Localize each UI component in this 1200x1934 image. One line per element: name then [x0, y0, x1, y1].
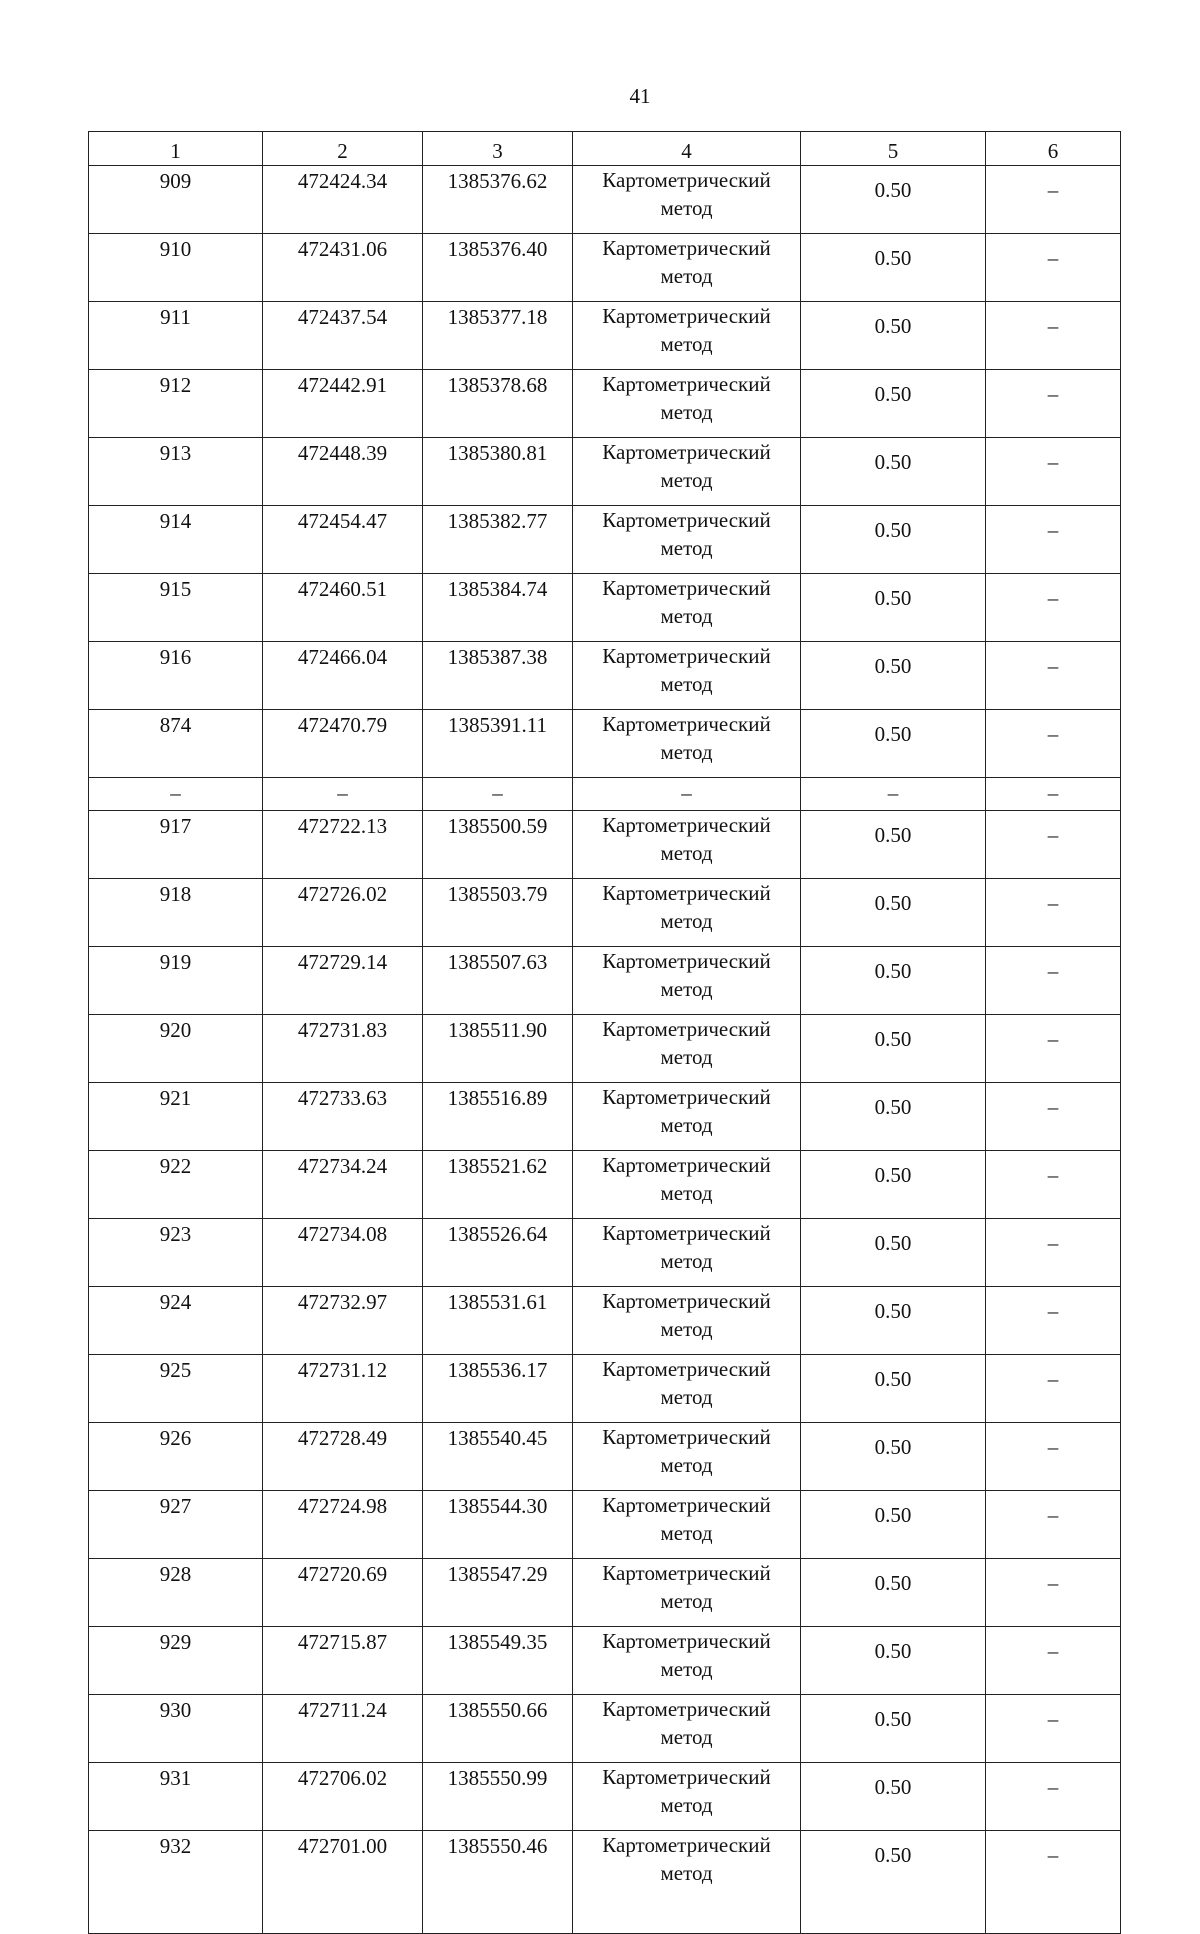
note-cell: – [986, 1355, 1121, 1423]
method-line-1: Картометрический [602, 1357, 771, 1381]
accuracy-cell: 0.50 [801, 1151, 986, 1219]
note-cell: – [986, 166, 1121, 234]
table-row [89, 302, 1121, 370]
table-row [89, 642, 1121, 710]
note-cell: – [986, 438, 1121, 506]
note-cell: – [986, 642, 1121, 710]
method-line-1: Картометрический [602, 1221, 771, 1245]
method-line-2: метод [660, 1181, 713, 1205]
y-coordinate-cell: 1385382.77 [423, 506, 573, 574]
point-number-cell: 915 [89, 574, 263, 642]
note-cell: – [986, 1423, 1121, 1491]
table-row [89, 506, 1121, 574]
method-line-1: Картометрический [602, 1085, 771, 1109]
method-cell [573, 1287, 801, 1355]
method-line-1: Картометрический [602, 712, 771, 736]
method-cell [573, 438, 801, 506]
method-cell [573, 1083, 801, 1151]
method-cell [573, 1763, 801, 1831]
y-coordinate-cell: 1385531.61 [423, 1287, 573, 1355]
accuracy-cell: 0.50 [801, 1219, 986, 1287]
point-number-cell: 914 [89, 506, 263, 574]
accuracy-cell: 0.50 [801, 1627, 986, 1695]
method-cell [573, 1695, 801, 1763]
point-number-cell: 926 [89, 1423, 263, 1491]
table-row [89, 1763, 1121, 1831]
method-line-1: Картометрический [602, 304, 771, 328]
dash-cell: – [89, 778, 263, 811]
method-line-1: Картометрический [602, 576, 771, 600]
point-number-cell: 917 [89, 811, 263, 879]
method-cell [573, 1423, 801, 1491]
method-cell [573, 879, 801, 947]
point-number-cell: 921 [89, 1083, 263, 1151]
table-header-row [89, 132, 1121, 166]
point-number-cell: 918 [89, 879, 263, 947]
y-coordinate-cell: 1385384.74 [423, 574, 573, 642]
note-cell: – [986, 1151, 1121, 1219]
dash-cell: – [801, 778, 986, 811]
x-coordinate-cell: 472722.13 [263, 811, 423, 879]
point-number-cell: 874 [89, 710, 263, 778]
table-row [89, 1355, 1121, 1423]
coordinates-table [88, 131, 1121, 1934]
note-cell: – [986, 1559, 1121, 1627]
point-number-cell: 928 [89, 1559, 263, 1627]
accuracy-cell: 0.50 [801, 302, 986, 370]
table-row [89, 1219, 1121, 1287]
accuracy-cell: 0.50 [801, 879, 986, 947]
x-coordinate-cell: 472460.51 [263, 574, 423, 642]
method-line-2: метод [660, 1657, 713, 1681]
method-cell [573, 166, 801, 234]
y-coordinate-cell: 1385549.35 [423, 1627, 573, 1695]
note-cell: – [986, 1627, 1121, 1695]
method-cell [573, 1015, 801, 1083]
method-cell [573, 1627, 801, 1695]
point-number-cell: 925 [89, 1355, 263, 1423]
accuracy-cell: 0.50 [801, 1831, 986, 1934]
table-row [89, 1151, 1121, 1219]
x-coordinate-cell: 472715.87 [263, 1627, 423, 1695]
method-line-2: метод [660, 468, 713, 492]
method-line-2: метод [660, 977, 713, 1001]
method-line-2: метод [660, 332, 713, 356]
y-coordinate-cell: 1385511.90 [423, 1015, 573, 1083]
method-line-1: Картометрический [602, 440, 771, 464]
table-row [89, 370, 1121, 438]
dash-cell: – [263, 778, 423, 811]
x-coordinate-cell: 472442.91 [263, 370, 423, 438]
method-line-2: метод [660, 604, 713, 628]
method-line-1: Картометрический [602, 1153, 771, 1177]
accuracy-cell: 0.50 [801, 1763, 986, 1831]
table-row [89, 166, 1121, 234]
accuracy-cell: 0.50 [801, 234, 986, 302]
method-cell [573, 506, 801, 574]
y-coordinate-cell: 1385376.62 [423, 166, 573, 234]
table-row [89, 1831, 1121, 1934]
x-coordinate-cell: 472734.24 [263, 1151, 423, 1219]
accuracy-cell: 0.50 [801, 370, 986, 438]
note-cell: – [986, 1695, 1121, 1763]
accuracy-cell: 0.50 [801, 506, 986, 574]
accuracy-cell: 0.50 [801, 1559, 986, 1627]
method-cell [573, 1355, 801, 1423]
note-cell: – [986, 1287, 1121, 1355]
method-cell [573, 234, 801, 302]
method-line-2: метод [660, 1249, 713, 1273]
table-row [89, 1015, 1121, 1083]
accuracy-cell: 0.50 [801, 1423, 986, 1491]
accuracy-cell: 0.50 [801, 574, 986, 642]
method-line-1: Картометрический [602, 1561, 771, 1585]
method-line-2: метод [660, 909, 713, 933]
dash-cell: – [573, 778, 801, 811]
table-row [89, 1491, 1121, 1559]
header-cell: 2 [263, 132, 423, 166]
x-coordinate-cell: 472437.54 [263, 302, 423, 370]
x-coordinate-cell: 472724.98 [263, 1491, 423, 1559]
method-line-2: метод [660, 1793, 713, 1817]
accuracy-cell: 0.50 [801, 166, 986, 234]
table-row [89, 1627, 1121, 1695]
point-number-cell: 912 [89, 370, 263, 438]
note-cell: – [986, 506, 1121, 574]
point-number-cell: 924 [89, 1287, 263, 1355]
x-coordinate-cell: 472731.12 [263, 1355, 423, 1423]
accuracy-cell: 0.50 [801, 947, 986, 1015]
point-number-cell: 919 [89, 947, 263, 1015]
method-line-1: Картометрический [602, 1697, 771, 1721]
point-number-cell: 909 [89, 166, 263, 234]
table-row [89, 710, 1121, 778]
separator-row [89, 778, 1121, 811]
y-coordinate-cell: 1385526.64 [423, 1219, 573, 1287]
method-line-1: Картометрический [602, 949, 771, 973]
method-cell [573, 1831, 801, 1934]
y-coordinate-cell: 1385376.40 [423, 234, 573, 302]
x-coordinate-cell: 472726.02 [263, 879, 423, 947]
accuracy-cell: 0.50 [801, 642, 986, 710]
y-coordinate-cell: 1385380.81 [423, 438, 573, 506]
method-line-2: метод [660, 400, 713, 424]
y-coordinate-cell: 1385500.59 [423, 811, 573, 879]
note-cell: – [986, 1491, 1121, 1559]
y-coordinate-cell: 1385544.30 [423, 1491, 573, 1559]
header-cell: 1 [89, 132, 263, 166]
method-cell [573, 574, 801, 642]
method-line-1: Картометрический [602, 813, 771, 837]
dash-cell: – [423, 778, 573, 811]
x-coordinate-cell: 472470.79 [263, 710, 423, 778]
point-number-cell: 927 [89, 1491, 263, 1559]
method-line-2: метод [660, 1521, 713, 1545]
x-coordinate-cell: 472701.00 [263, 1831, 423, 1934]
y-coordinate-cell: 1385377.18 [423, 302, 573, 370]
point-number-cell: 920 [89, 1015, 263, 1083]
method-line-1: Картометрический [602, 508, 771, 532]
accuracy-cell: 0.50 [801, 710, 986, 778]
accuracy-cell: 0.50 [801, 1015, 986, 1083]
x-coordinate-cell: 472734.08 [263, 1219, 423, 1287]
method-line-2: метод [660, 1385, 713, 1409]
page-number: 41 [629, 84, 651, 108]
y-coordinate-cell: 1385387.38 [423, 642, 573, 710]
table-row [89, 811, 1121, 879]
x-coordinate-cell: 472424.34 [263, 166, 423, 234]
note-cell: – [986, 947, 1121, 1015]
method-cell [573, 1151, 801, 1219]
method-line-2: метод [660, 841, 713, 865]
point-number-cell: 913 [89, 438, 263, 506]
x-coordinate-cell: 472706.02 [263, 1763, 423, 1831]
method-line-1: Картометрический [602, 1629, 771, 1653]
point-number-cell: 930 [89, 1695, 263, 1763]
accuracy-cell: 0.50 [801, 1287, 986, 1355]
method-line-1: Картометрический [602, 644, 771, 668]
note-cell: – [986, 234, 1121, 302]
y-coordinate-cell: 1385378.68 [423, 370, 573, 438]
method-line-2: метод [660, 1589, 713, 1613]
note-cell: – [986, 879, 1121, 947]
method-cell [573, 302, 801, 370]
point-number-cell: 910 [89, 234, 263, 302]
y-coordinate-cell: 1385521.62 [423, 1151, 573, 1219]
method-line-1: Картометрический [602, 1425, 771, 1449]
x-coordinate-cell: 472431.06 [263, 234, 423, 302]
x-coordinate-cell: 472733.63 [263, 1083, 423, 1151]
method-line-1: Картометрический [602, 236, 771, 260]
method-line-2: метод [660, 1861, 713, 1885]
method-line-2: метод [660, 264, 713, 288]
table-row [89, 1423, 1121, 1491]
x-coordinate-cell: 472729.14 [263, 947, 423, 1015]
x-coordinate-cell: 472732.97 [263, 1287, 423, 1355]
method-line-2: метод [660, 672, 713, 696]
dash-cell: – [986, 778, 1121, 811]
table-row [89, 879, 1121, 947]
method-cell [573, 1491, 801, 1559]
method-cell [573, 811, 801, 879]
x-coordinate-cell: 472448.39 [263, 438, 423, 506]
method-line-2: метод [660, 1453, 713, 1477]
accuracy-cell: 0.50 [801, 438, 986, 506]
table-row [89, 1287, 1121, 1355]
method-line-1: Картометрический [602, 372, 771, 396]
note-cell: – [986, 1763, 1121, 1831]
accuracy-cell: 0.50 [801, 1491, 986, 1559]
x-coordinate-cell: 472466.04 [263, 642, 423, 710]
method-line-1: Картометрический [602, 168, 771, 192]
y-coordinate-cell: 1385503.79 [423, 879, 573, 947]
accuracy-cell: 0.50 [801, 1083, 986, 1151]
y-coordinate-cell: 1385507.63 [423, 947, 573, 1015]
method-cell [573, 642, 801, 710]
note-cell: – [986, 710, 1121, 778]
x-coordinate-cell: 472720.69 [263, 1559, 423, 1627]
table-row [89, 947, 1121, 1015]
x-coordinate-cell: 472728.49 [263, 1423, 423, 1491]
table-row [89, 1083, 1121, 1151]
table-row [89, 1695, 1121, 1763]
method-line-1: Картометрический [602, 1493, 771, 1517]
note-cell: – [986, 370, 1121, 438]
header-cell: 3 [423, 132, 573, 166]
accuracy-cell: 0.50 [801, 1355, 986, 1423]
method-line-2: метод [660, 196, 713, 220]
method-line-2: метод [660, 1045, 713, 1069]
accuracy-cell: 0.50 [801, 811, 986, 879]
method-line-1: Картометрический [602, 1765, 771, 1789]
table-row [89, 234, 1121, 302]
method-line-2: метод [660, 536, 713, 560]
note-cell: – [986, 302, 1121, 370]
y-coordinate-cell: 1385550.46 [423, 1831, 573, 1934]
method-line-2: метод [660, 1725, 713, 1749]
y-coordinate-cell: 1385550.99 [423, 1763, 573, 1831]
y-coordinate-cell: 1385547.29 [423, 1559, 573, 1627]
table-row [89, 438, 1121, 506]
method-line-1: Картометрический [602, 881, 771, 905]
point-number-cell: 916 [89, 642, 263, 710]
method-cell [573, 947, 801, 1015]
note-cell: – [986, 811, 1121, 879]
method-line-1: Картометрический [602, 1289, 771, 1313]
y-coordinate-cell: 1385516.89 [423, 1083, 573, 1151]
method-cell [573, 370, 801, 438]
point-number-cell: 931 [89, 1763, 263, 1831]
point-number-cell: 932 [89, 1831, 263, 1934]
point-number-cell: 911 [89, 302, 263, 370]
method-cell [573, 1559, 801, 1627]
x-coordinate-cell: 472454.47 [263, 506, 423, 574]
note-cell: – [986, 1015, 1121, 1083]
header-cell: 6 [986, 132, 1121, 166]
y-coordinate-cell: 1385550.66 [423, 1695, 573, 1763]
method-line-2: метод [660, 1317, 713, 1341]
note-cell: – [986, 1831, 1121, 1934]
method-cell [573, 1219, 801, 1287]
y-coordinate-cell: 1385536.17 [423, 1355, 573, 1423]
method-line-1: Картометрический [602, 1017, 771, 1041]
y-coordinate-cell: 1385540.45 [423, 1423, 573, 1491]
note-cell: – [986, 1219, 1121, 1287]
method-cell [573, 710, 801, 778]
x-coordinate-cell: 472731.83 [263, 1015, 423, 1083]
header-cell: 4 [573, 132, 801, 166]
method-line-1: Картометрический [602, 1833, 771, 1857]
accuracy-cell: 0.50 [801, 1695, 986, 1763]
x-coordinate-cell: 472711.24 [263, 1695, 423, 1763]
point-number-cell: 922 [89, 1151, 263, 1219]
method-line-2: метод [660, 1113, 713, 1137]
note-cell: – [986, 1083, 1121, 1151]
y-coordinate-cell: 1385391.11 [423, 710, 573, 778]
method-line-2: метод [660, 740, 713, 764]
point-number-cell: 929 [89, 1627, 263, 1695]
point-number-cell: 923 [89, 1219, 263, 1287]
table-row [89, 1559, 1121, 1627]
note-cell: – [986, 574, 1121, 642]
header-cell: 5 [801, 132, 986, 166]
table-row [89, 574, 1121, 642]
